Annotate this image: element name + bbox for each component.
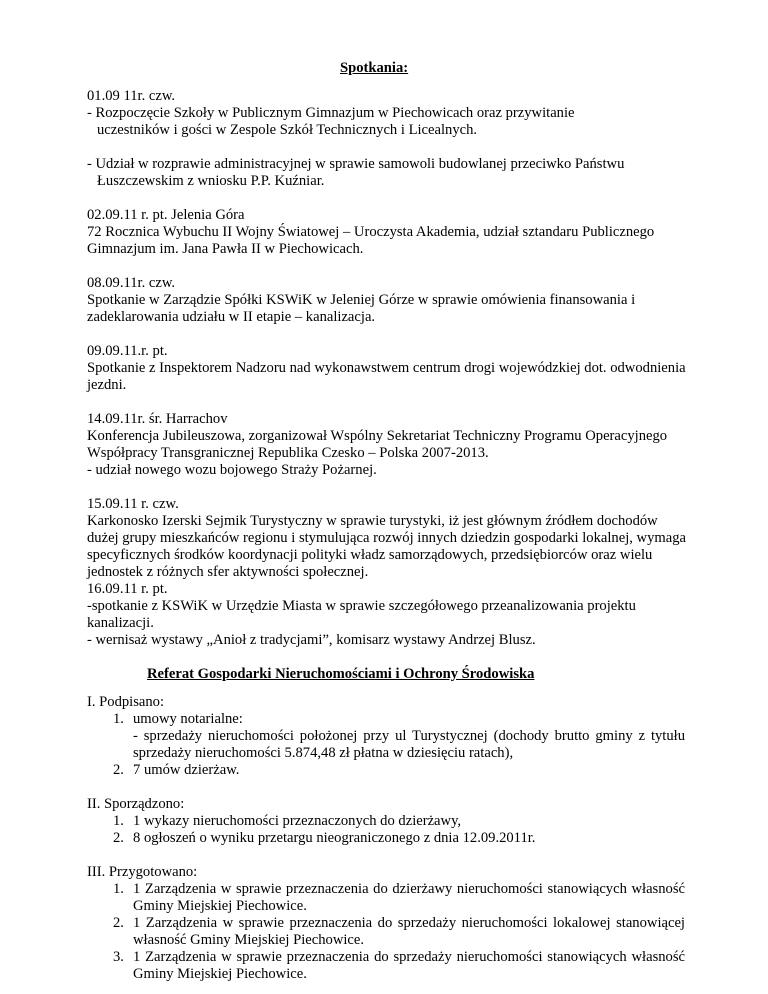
list-subtext: - sprzedaży nieruchomości położonej przy ul Turystycznej (dochody brutto gminy z tytułu sprzedaży nieruchomości 5.874,48 zł płatna w dziesięciu ratach),: [133, 728, 685, 761]
meeting-line: - Udział w rozprawie administracyjnej w sprawie samowoli budowlanej przeciwko Państwu: [87, 156, 625, 172]
referat-heading: Referat Gospodarki Nieruchomościami i Ochrony Środowiska: [147, 666, 535, 682]
meeting-line: 15.09.11 r. czw.: [87, 496, 179, 512]
list-text: 1 Zarządzenia w sprawie przeznaczenia do sprzedaży nieruchomości stanowiących własność Gminy Miejskiej Piechowice.: [133, 949, 685, 982]
meeting-line: -spotkanie z KSWiK w Urzędzie Miasta w sprawie szczegółowego przeanalizowania projektu: [87, 598, 636, 614]
section-title: I. Podpisano:: [87, 694, 165, 710]
meeting-line: 08.09.11r. czw.: [87, 275, 176, 291]
meeting-line: specyficznych środków koordynacji polityki władz samorządowych, przedsiębiorców oraz wielu: [87, 547, 653, 563]
meeting-line: Spotkanie z Inspektorem Nadzoru nad wykonawstwem centrum drogi wojewódzkiej dot. odwodnienia: [87, 360, 686, 376]
list-text: 8 ogłoszeń o wyniku przetargu nieograniczonego z dnia 12.09.2011r.: [133, 830, 536, 846]
meeting-line: Konferencja Jubileuszowa, zorganizował Wspólny Sekretariat Techniczny Programu Operacyjnego: [87, 428, 668, 444]
meeting-entry: [87, 632, 685, 649]
meeting-entry: [87, 496, 685, 581]
meeting-entry: [87, 207, 685, 258]
meeting-line: 72 Rocznica Wybuchu II Wojny Światowej – Uroczysta Akademia, udział sztandaru Publicznego: [87, 224, 655, 240]
meeting-line: - Rozpoczęcie Szkoły w Publicznym Gimnazjum w Piechowicach oraz przywitanie: [87, 105, 575, 121]
list-number: 1.: [113, 881, 124, 897]
meeting-line: jezdni.: [87, 377, 127, 393]
meeting-line: Gimnazjum im. Jana Pawła II w Piechowicach.: [87, 241, 364, 257]
list-text: 1 wykazy nieruchomości przeznaczonych do dzierżawy,: [133, 813, 462, 829]
meeting-line: jednostek z różnych sfer aktywności społecznej.: [87, 564, 369, 580]
list-number: 3.: [113, 949, 124, 965]
meeting-line: - udział nowego wozu bojowego Straży Pożarnej.: [87, 462, 377, 478]
meeting-line: 02.09.11 r. pt. Jelenia Góra: [87, 207, 245, 223]
meeting-entry: [87, 343, 685, 394]
list-text: 7 umów dzierżaw.: [133, 762, 240, 778]
meeting-entry: [87, 275, 685, 326]
meeting-line: zadeklarowania udziału w II etapie – kanalizacja.: [87, 309, 376, 325]
meeting-line: dużej grupy mieszkańców regionu i stymulująca rozwój innych dziedzin gospodarki lokalnej, wymaga: [87, 530, 686, 546]
meeting-line: 09.09.11.r. pt.: [87, 343, 168, 359]
list-text: 1 Zarządzenia w sprawie przeznaczenia do sprzedaży nieruchomości lokalowej stanowiącej własność Gminy Miejskiej Piechowice.: [133, 915, 685, 948]
meeting-line: 14.09.11r. śr. Harrachov: [87, 411, 228, 427]
list-number: 2.: [113, 915, 124, 931]
list-number: 1.: [113, 711, 124, 727]
meetings-heading: Spotkania:: [340, 60, 409, 76]
meeting-line: Łuszczewskim z wniosku P.P. Kuźniar.: [97, 173, 325, 189]
meeting-line: - wernisaż wystawy „Anioł z tradycjami”, komisarz wystawy Andrzej Blusz.: [87, 632, 536, 648]
meeting-line: Karkonosko Izerski Sejmik Turystyczny w sprawie turystyki, iż jest głównym źródłem dochodów: [87, 513, 658, 529]
meeting-entry: [87, 156, 685, 190]
meeting-line: 16.09.11 r. pt.: [87, 581, 168, 597]
section-title: III. Przygotowano:: [87, 864, 198, 880]
meeting-entry: [87, 88, 685, 139]
list-number: 1.: [113, 813, 124, 829]
list-number: 2.: [113, 762, 124, 778]
section-title: II. Sporządzono:: [87, 796, 185, 812]
list-text: 1 Zarządzenia w sprawie przeznaczenia do dzierżawy nieruchomości stanowiących własność Gminy Miejskiej Piechowice.: [133, 881, 685, 914]
meeting-line: uczestników i gości w Zespole Szkół Technicznych i Licealnych.: [97, 122, 478, 138]
list-text: umowy notarialne:: [133, 711, 243, 727]
meeting-line: Współpracy Transgranicznej Republika Czesko – Polska 2007-2013.: [87, 445, 489, 461]
meeting-line: 01.09 11r. czw.: [87, 88, 176, 104]
meeting-line: Spotkanie w Zarządzie Spółki KSWiK w Jeleniej Górze w sprawie omówienia finansowania i: [87, 292, 636, 308]
meeting-entry: [87, 411, 685, 479]
list-number: 2.: [113, 830, 124, 846]
meeting-entry: [87, 581, 685, 632]
meeting-line: kanalizacji.: [87, 615, 154, 631]
